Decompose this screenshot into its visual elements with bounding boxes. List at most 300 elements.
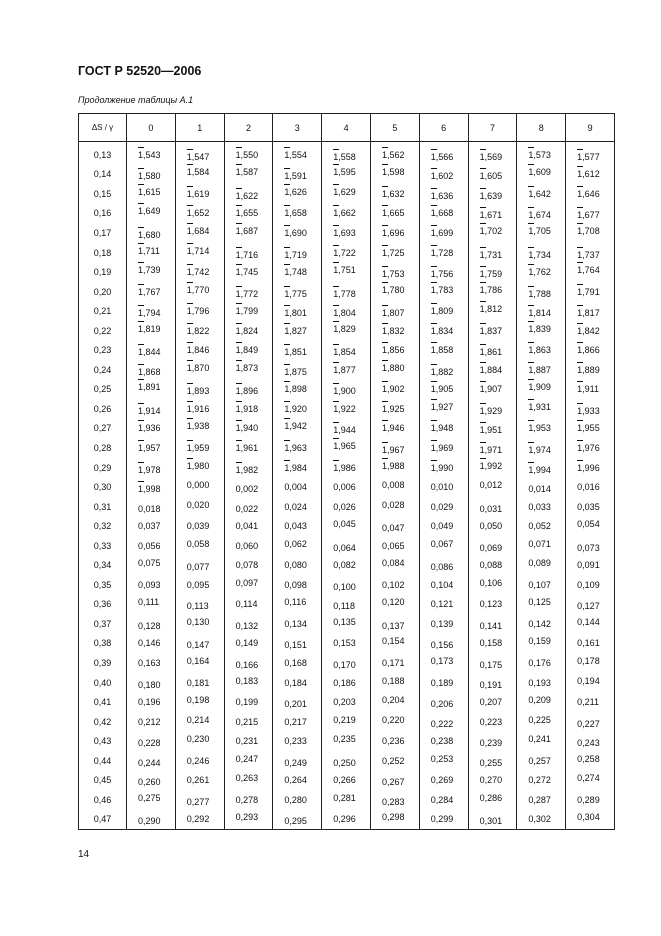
cell-value: 1,684 <box>186 225 210 236</box>
table-cell <box>127 165 176 185</box>
cell-value: 1,737 <box>577 249 600 260</box>
table-cell <box>273 282 322 302</box>
table-cell <box>127 614 176 634</box>
cell-value: 1,978 <box>138 464 161 475</box>
table-cell <box>224 790 273 810</box>
table-row <box>79 673 615 693</box>
row-key: 0,27 <box>79 419 127 439</box>
cell-value: 1,814 <box>528 308 551 319</box>
cell-value: 1,965 <box>333 440 356 451</box>
table-row <box>79 712 615 732</box>
table-cell <box>468 497 517 517</box>
table-cell <box>517 497 566 517</box>
table-cell <box>127 142 176 165</box>
table-cell <box>419 751 468 771</box>
cell-value: 1,959 <box>186 442 210 453</box>
table-cell <box>370 790 419 810</box>
table-cell <box>468 790 517 810</box>
cell-value: 0,067 <box>430 538 454 549</box>
cell-value: 1,751 <box>333 265 356 276</box>
table-cell <box>322 516 371 536</box>
cell-value: 0,120 <box>381 597 405 608</box>
cell-value: 0,178 <box>577 655 600 666</box>
table-cell <box>224 614 273 634</box>
cell-value: 1,854 <box>333 347 356 358</box>
table-cell <box>127 340 176 360</box>
cell-value: 1,877 <box>333 364 356 375</box>
table-cell <box>224 555 273 575</box>
table-cell <box>322 810 371 830</box>
cell-value: 1,699 <box>430 227 454 238</box>
row-key: 0,36 <box>79 595 127 615</box>
table-cell <box>175 142 224 165</box>
cell-value: 1,953 <box>528 423 551 434</box>
table-cell <box>175 184 224 204</box>
table-cell <box>468 223 517 243</box>
table-cell <box>273 458 322 478</box>
cell-value: 1,731 <box>479 249 503 260</box>
cell-value: 1,887 <box>528 364 551 375</box>
table-cell <box>175 321 224 341</box>
cell-value: 0,233 <box>284 736 307 747</box>
cell-value: 1,967 <box>381 444 405 455</box>
cell-value: 1,615 <box>138 186 161 197</box>
table-cell <box>224 321 273 341</box>
cell-value: 1,569 <box>479 151 503 162</box>
table-cell <box>517 751 566 771</box>
cell-value: 1,842 <box>577 325 600 336</box>
table-cell <box>127 771 176 791</box>
cell-value: 1,719 <box>284 249 307 260</box>
table-row <box>79 536 615 556</box>
cell-value: 1,990 <box>430 462 454 473</box>
table-cell <box>322 360 371 380</box>
cell-value: 0,156 <box>430 640 454 651</box>
table-row <box>79 810 615 830</box>
cell-value: 1,963 <box>284 442 307 453</box>
table-cell <box>127 223 176 243</box>
cell-value: 0,041 <box>235 521 259 532</box>
table-cell <box>468 243 517 263</box>
cell-value: 0,151 <box>284 640 307 651</box>
table-cell <box>468 751 517 771</box>
table-cell <box>224 477 273 497</box>
table-cell <box>273 790 322 810</box>
cell-value: 1,812 <box>479 304 503 315</box>
column-header: 7 <box>468 114 517 142</box>
cell-value: 1,884 <box>479 364 503 375</box>
cell-value: 0,222 <box>430 718 454 729</box>
cell-value: 0,186 <box>333 677 356 688</box>
table-cell <box>322 790 371 810</box>
cell-value: 0,231 <box>235 736 259 747</box>
table-cell <box>224 673 273 693</box>
table-cell <box>322 614 371 634</box>
table-cell <box>566 399 615 419</box>
cell-value: 1,927 <box>430 401 454 412</box>
cell-value: 1,554 <box>284 149 307 160</box>
table-cell <box>273 321 322 341</box>
table-caption: Продолжение таблицы А.1 <box>78 95 194 105</box>
cell-value: 1,936 <box>138 423 161 434</box>
table-cell <box>370 653 419 673</box>
cell-value: 1,636 <box>430 190 454 201</box>
cell-value: 0,219 <box>333 714 356 725</box>
table-cell <box>273 204 322 224</box>
table-cell <box>175 712 224 732</box>
cell-value: 1,794 <box>138 308 161 319</box>
table-header-row <box>79 114 615 142</box>
table-row <box>79 321 615 341</box>
cell-value: 0,298 <box>381 812 405 823</box>
cell-value: 1,550 <box>235 149 259 160</box>
cell-value: 0,016 <box>577 482 600 493</box>
table-cell <box>127 653 176 673</box>
cell-value: 1,849 <box>235 345 259 356</box>
table-cell <box>322 321 371 341</box>
table-cell <box>517 653 566 673</box>
table-cell <box>224 301 273 321</box>
cell-value: 0,052 <box>528 521 551 532</box>
cell-value: 1,957 <box>138 442 161 453</box>
table-cell <box>517 243 566 263</box>
table-cell <box>224 204 273 224</box>
cell-value: 1,598 <box>381 167 405 178</box>
table-cell <box>224 223 273 243</box>
table-cell <box>175 575 224 595</box>
table-cell <box>419 321 468 341</box>
cell-value: 0,121 <box>430 599 454 610</box>
table-cell <box>322 419 371 439</box>
cell-value: 1,948 <box>430 423 454 434</box>
cell-value: 1,764 <box>577 265 600 276</box>
table-row <box>79 184 615 204</box>
cell-value: 0,176 <box>528 657 551 668</box>
row-key: 0,43 <box>79 731 127 751</box>
table-cell <box>566 243 615 263</box>
table-cell <box>273 340 322 360</box>
cell-value: 1,900 <box>333 386 356 397</box>
table-cell <box>273 771 322 791</box>
table-cell <box>517 477 566 497</box>
cell-value: 1,566 <box>430 151 454 162</box>
table-cell <box>468 536 517 556</box>
cell-value: 0,214 <box>186 714 210 725</box>
table-cell <box>273 399 322 419</box>
table-cell <box>322 692 371 712</box>
cell-value: 0,238 <box>430 736 454 747</box>
table-cell <box>468 399 517 419</box>
row-key: 0,46 <box>79 790 127 810</box>
cell-value: 0,035 <box>577 501 600 512</box>
table-row <box>79 262 615 282</box>
table-cell <box>273 142 322 165</box>
cell-value: 0,130 <box>186 616 210 627</box>
cell-value: 0,033 <box>528 501 551 512</box>
cell-value: 1,807 <box>381 308 405 319</box>
table-cell <box>419 771 468 791</box>
table-cell <box>370 477 419 497</box>
cell-value: 0,149 <box>235 638 259 649</box>
cell-value: 0,255 <box>479 757 503 768</box>
table-cell <box>468 673 517 693</box>
cell-value: 0,093 <box>138 579 161 590</box>
table-cell <box>127 497 176 517</box>
table-cell <box>175 751 224 771</box>
table-cell <box>370 692 419 712</box>
cell-value: 0,302 <box>528 814 551 825</box>
cell-value: 1,786 <box>479 284 503 295</box>
cell-value: 0,274 <box>577 773 600 784</box>
table-cell <box>127 731 176 751</box>
table-cell <box>566 810 615 830</box>
cell-value: 1,971 <box>479 444 503 455</box>
table-cell <box>566 360 615 380</box>
table-row <box>79 360 615 380</box>
table-cell <box>224 634 273 654</box>
cell-value: 0,252 <box>381 755 405 766</box>
row-key: 0,45 <box>79 771 127 791</box>
table-row <box>79 380 615 400</box>
table-cell <box>419 165 468 185</box>
cell-value: 1,796 <box>186 306 210 317</box>
cell-value: 0,069 <box>479 542 503 553</box>
table-cell <box>566 673 615 693</box>
table-cell <box>322 575 371 595</box>
table-cell <box>175 204 224 224</box>
table-cell <box>224 712 273 732</box>
table-cell <box>322 340 371 360</box>
table-cell <box>175 595 224 615</box>
cell-value: 0,154 <box>381 636 405 647</box>
table-cell <box>273 184 322 204</box>
table-cell <box>370 634 419 654</box>
cell-value: 0,204 <box>381 695 405 706</box>
table-row <box>79 731 615 751</box>
table-cell <box>517 142 566 165</box>
cell-value: 1,573 <box>528 149 551 160</box>
cell-value: 0,293 <box>235 812 259 823</box>
cell-value: 1,882 <box>430 366 454 377</box>
table-cell <box>273 712 322 732</box>
cell-value: 0,266 <box>333 775 356 786</box>
table-cell <box>175 692 224 712</box>
cell-value: 0,243 <box>577 738 600 749</box>
cell-value: 0,123 <box>479 599 503 610</box>
cell-value: 0,280 <box>284 794 307 805</box>
cell-value: 0,217 <box>284 716 307 727</box>
cell-value: 1,580 <box>138 171 161 182</box>
table-cell <box>566 497 615 517</box>
table-cell <box>517 380 566 400</box>
table-cell <box>322 184 371 204</box>
table-cell <box>224 516 273 536</box>
table-cell <box>517 204 566 224</box>
table-cell <box>224 184 273 204</box>
row-key: 0,34 <box>79 555 127 575</box>
table-cell <box>370 438 419 458</box>
row-key: 0,19 <box>79 262 127 282</box>
table-cell <box>322 731 371 751</box>
cell-value: 1,817 <box>577 308 600 319</box>
cell-value: 0,043 <box>284 521 307 532</box>
table-cell <box>468 575 517 595</box>
table-cell <box>517 692 566 712</box>
cell-value: 0,134 <box>284 618 307 629</box>
cell-value: 1,783 <box>430 284 454 295</box>
cell-value: 1,708 <box>577 225 600 236</box>
table-cell <box>468 634 517 654</box>
table-cell <box>175 380 224 400</box>
cell-value: 0,116 <box>284 597 307 608</box>
row-key: 0,47 <box>79 810 127 830</box>
cell-value: 1,655 <box>235 208 259 219</box>
cell-value: 0,078 <box>235 560 259 571</box>
cell-value: 0,089 <box>528 558 551 569</box>
cell-value: 0,022 <box>235 503 259 514</box>
table-cell <box>468 165 517 185</box>
cell-value: 0,275 <box>138 792 161 803</box>
table-cell <box>468 380 517 400</box>
table-cell <box>273 555 322 575</box>
cell-value: 1,639 <box>479 190 503 201</box>
table-cell <box>127 360 176 380</box>
cell-value: 1,622 <box>235 190 259 201</box>
cell-value: 1,875 <box>284 366 307 377</box>
table-cell <box>517 165 566 185</box>
table-cell <box>224 262 273 282</box>
cell-value: 0,018 <box>138 503 161 514</box>
table-cell <box>370 282 419 302</box>
cell-value: 1,756 <box>430 269 454 280</box>
cell-value: 1,543 <box>138 149 161 160</box>
cell-value: 0,073 <box>577 542 600 553</box>
table-cell <box>322 399 371 419</box>
cell-value: 1,577 <box>577 151 600 162</box>
table-cell <box>370 575 419 595</box>
table-cell <box>127 692 176 712</box>
cell-value: 0,225 <box>528 714 551 725</box>
table-cell <box>419 204 468 224</box>
cell-value: 0,153 <box>333 638 356 649</box>
cell-value: 1,858 <box>430 345 454 356</box>
table-cell <box>273 301 322 321</box>
cell-value: 1,994 <box>528 464 551 475</box>
cell-value: 0,159 <box>528 636 551 647</box>
table-cell <box>566 380 615 400</box>
cell-value: 1,829 <box>333 323 356 334</box>
table-cell <box>127 516 176 536</box>
table-cell <box>566 301 615 321</box>
cell-value: 1,632 <box>381 188 405 199</box>
cell-value: 0,212 <box>138 716 161 727</box>
cell-value: 1,801 <box>284 308 307 319</box>
table-cell <box>175 516 224 536</box>
cell-value: 0,054 <box>577 519 600 530</box>
table-cell <box>370 142 419 165</box>
cell-value: 0,181 <box>186 677 210 688</box>
cell-value: 1,837 <box>479 325 503 336</box>
cell-value: 0,264 <box>284 775 307 786</box>
table-cell <box>370 380 419 400</box>
table-cell <box>517 673 566 693</box>
cell-value: 1,920 <box>284 403 307 414</box>
cell-value: 1,734 <box>528 249 551 260</box>
cell-value: 1,988 <box>381 460 405 471</box>
cell-value: 0,132 <box>235 620 259 631</box>
table-cell <box>175 673 224 693</box>
table-cell <box>273 438 322 458</box>
cell-value: 1,619 <box>186 188 210 199</box>
table-cell <box>468 184 517 204</box>
table-cell <box>419 184 468 204</box>
table-cell <box>127 438 176 458</box>
cell-value: 1,612 <box>577 169 600 180</box>
table-cell <box>517 712 566 732</box>
cell-value: 0,113 <box>186 601 209 612</box>
table-cell <box>468 458 517 478</box>
cell-value: 1,925 <box>381 403 405 414</box>
table-cell <box>322 634 371 654</box>
table-cell <box>175 653 224 673</box>
cell-value: 1,856 <box>381 345 405 356</box>
table-cell <box>224 340 273 360</box>
table-cell <box>468 771 517 791</box>
cell-value: 1,772 <box>235 288 259 299</box>
table-cell <box>175 810 224 830</box>
cell-value: 1,767 <box>138 286 161 297</box>
cell-value: 1,822 <box>186 325 210 336</box>
cell-value: 0,199 <box>235 697 259 708</box>
table-cell <box>566 692 615 712</box>
cell-value: 0,075 <box>138 558 161 569</box>
cell-value: 0,253 <box>430 753 454 764</box>
table-cell <box>322 653 371 673</box>
table-cell <box>517 614 566 634</box>
table-cell <box>175 340 224 360</box>
table-cell <box>566 223 615 243</box>
cell-value: 1,728 <box>430 247 454 258</box>
table-cell <box>468 614 517 634</box>
cell-value: 1,961 <box>235 442 259 453</box>
table-cell <box>419 223 468 243</box>
table-cell <box>370 184 419 204</box>
table-cell <box>566 438 615 458</box>
cell-value: 0,257 <box>528 755 551 766</box>
table-cell <box>127 204 176 224</box>
cell-value: 1,696 <box>381 227 405 238</box>
row-key: 0,22 <box>79 321 127 341</box>
table-cell <box>517 810 566 830</box>
cell-value: 0,077 <box>186 562 210 573</box>
table-cell <box>370 555 419 575</box>
table-row <box>79 243 615 263</box>
table-cell <box>419 634 468 654</box>
table-cell <box>370 751 419 771</box>
table-cell <box>175 243 224 263</box>
table-cell <box>273 516 322 536</box>
table-cell <box>175 771 224 791</box>
table-cell <box>175 555 224 575</box>
cell-value: 1,974 <box>528 444 551 455</box>
table-cell <box>370 204 419 224</box>
table-cell <box>419 458 468 478</box>
cell-value: 0,082 <box>333 560 356 571</box>
cell-value: 0,008 <box>381 480 405 491</box>
cell-value: 0,228 <box>138 738 161 749</box>
cell-value: 0,215 <box>235 716 259 727</box>
table-cell <box>175 477 224 497</box>
